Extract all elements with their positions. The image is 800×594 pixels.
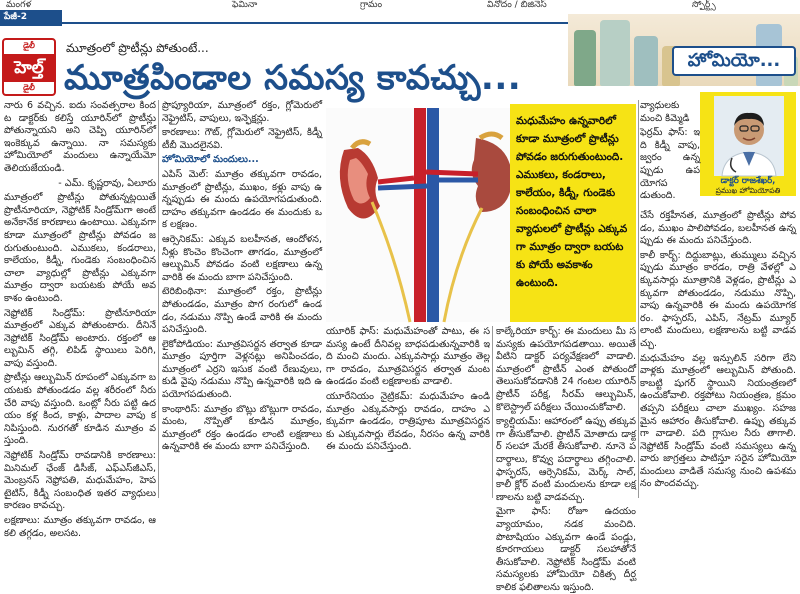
paragraph: ఎపిస్ మెల్: మూత్రం తక్కువగా రావడం, మూత్రంలో ప్రొటీన్లు, ముఖం, కళ్లు వాపు ఉన్నప్పుడు ఈ మందు ఉపయోగపడుతుంది. దాహం తక్కువగా ఉండడం ఈ మందుకు ఒక లక్షణం. [162, 168, 322, 231]
paragraph: క్యాల్షియమ్: ఆహారంలో ఉప్పు తక్కువగా తీసుకోవాలి. ప్రొటీన్ మోతాదు డాక్టర్ సలహా మేరకే తీసుకోవాలి. నూనె పదార్థాలు, కొవ్వు పదార్థాలు తగ్గించాలి. ఫాస్ఫరస్, ఆర్సెనికమ్, మెర్క్ సాల్, కాలీ క్లోర్ వంటి మందులను కూడా లక్షణాలను బట్టి వాడవచ్చు. [496, 416, 636, 503]
paragraph: వ్యాధులకు మంచి కిమ్మెడి [640, 100, 690, 124]
paragraph: కాలీ కార్బ్: దిద్దుబాట్లు, తుమ్ములు వచ్చినప్పుడు మూత్రం కారడం, రాత్రి వేళల్లో ఎక్కువసార్లు మూత్రానికి వెళ్లడం, ప్రొటీన్లు ఎక్కువగా పోతుండడం, నడుము నొప్పి, వాపు ఉన్నవారికి ఈ మందు ఉపయోగకరం. ఫాస్ఫరస్, ఎపిస్, నేట్రమ్ మ్యూర్ లాంటి మందులు, లక్షణాలను బట్టి వాడవచ్చు. [640, 249, 796, 349]
paragraph: యూరిక్ ఫాస్: మధుమేహంతో పాటు, ఈ సమస్య ఉంటే దీనివల్ల బాధపడుతున్నవారికి ఇది మంచి మందు. ఎక్కువసార్లు మూత్రం తెల్లగా రావడం, మూత్రవిసర్జన తర్వాత మంట ఉండడం వంటి లక్షణాలకు వాడాలి. [326, 326, 490, 388]
paragraph: టెరిబింథినా: మూత్రంలో రక్తం, ప్రొటీన్లు పోతుండడం, మూత్రం పొగ రంగులో ఉండడం, నడుము నొప్పి ఉండే వారికి ఈ మందు పనిచేస్తుంది. [162, 286, 322, 336]
kicker: మూత్రంలో ప్రొటీన్లు పోతుంటే... [66, 41, 209, 55]
paragraph: చేసే రక్తహీనత, మూత్రంలో ప్రొటీన్లు పోవడం, ముఖం పాలిపోవడం, బలహీనత ఉన్నప్పుడు ఈ మందు పనిచేస్తుంది. [640, 210, 796, 247]
section-4[interactable]: స్పోర్ట్స్ [692, 0, 716, 10]
paragraph: లక్షణాలు: మూత్రం తక్కువగా రావడం, ఆకలి తగ్గడం, అలసట. [4, 515, 156, 539]
byline: - ఎమ్. కృష్ణరావు, ఏలూరు [58, 177, 156, 189]
paragraph: నెఫ్రోటిక్ సిండ్రోమ్ రావడానికి కారణాలు: మినిమల్ ఛేంజ్ డిసీజ్, ఎఫ్ఎస్‌జీఎస్, మెంబ్రనస్ నెఫ్రోపతి, మధుమేహం, హెపటైటిస్, కిడ్నీ సంబంధిత ఇతర వ్యాధులు కారణం కావచ్చు. [4, 450, 156, 512]
paragraph: ప్రొప్యూరియా, మూత్రంలో రక్తం, గ్లోమెరులో నెఫ్రైటిస్, వాపులు, ఇన్ఫెక్షన్లు. [162, 100, 322, 124]
paragraph: మూత్రంలో ప్రొటీన్లు పోతున్నట్లయితే ప్రొటీనూరియా, నెఫ్రోటిక్ సిండ్రోమ్‌గా అంటే అనేకానేక కారణాలు ఉంటాయి. ఎక్కువగా కూడా మూత్రంలో ప్రొటీన్లు పోవడం జరుగుతుంటుంది. ఎముకలు, కండరాలు, కాలేయం, కిడ్నీ, గుండెకు సంబంధించిన చాలా వ్యాధుల్లో ప్రొటీన్లు ఎక్కువగా మూత్రం ద్వారా బయటకు పోయే అవకాశం ఉంటుంది. [4, 192, 156, 304]
doctor-title: ప్రముఖ హోమియోపతి [715, 186, 781, 195]
paragraph: కాంథారిస్: మూత్రం బొట్లు బొట్లుగా రావడం, మంట, నొప్పితో కూడిన మూత్రం, మూత్రంలో రక్తం ఉండడం లాంటి లక్షణాలు ఉన్నవారికి ఈ మందు బాగా పనిచేస్తుంది. [162, 403, 322, 453]
paragraph: మైగా ఫాస్: రోజూ ఉదయం వ్యాయామం, నడక మంచిది. పొటాషియం ఎక్కువగా ఉండే పండ్లు, కూరగాయలు డాక్టర్ సలహాతోనే తీసుకోవాలి. నెఫ్రోటిక్ సిండ్రోమ్ వంటి సమస్యలకు హోమియో చికిత్స దీర్ఘకాలిక ఫలితాలను ఇస్తుంది. [496, 506, 636, 593]
column-divider [492, 326, 493, 498]
doctor-photo [714, 96, 784, 176]
paragraph: మధుమేహం వల్ల ఇన్సులిన్ సరిగా లేని వాళ్లకు మూత్రంలో ఆల్బుమిన్ పోతుంది. కాబట్టి షుగర్ స్థాయిని నియంత్రణలో ఉంచుకోవాలి. రక్తపోటు నియంత్రణ, క్రమం తప్పని పరీక్షలు చాలా ముఖ్యం. సహజమైన ఆహారం తీసుకోవాలి. ఉప్పు తక్కువగా వాడాలి. పది గ్లాసుల నీరు తాగాలి. నెఫ్రోటిక్ సిండ్రోమ్ వంటి సమస్యలు ఉన్నవారు జాగ్రత్తలు పాటిస్తూ సరైన హోమియో మందులు వాడితే సమస్య నుంచి ఉపశమనం పొందవచ్చు. [640, 352, 796, 490]
column-divider [158, 100, 159, 498]
page-number: పేజీ-2 [4, 12, 27, 22]
article-column-3a [326, 326, 490, 498]
paragraph: యూరేనియం నైట్రికమ్: మధుమేహం ఉండి మూత్రం ఎక్కువసార్లు రావడం, దాహం ఎక్కువగా ఉండడం, రాత్రిపూట మూత్రవిసర్జనకు ఎక్కువసార్లు లేవడం, నీరసం ఉన్న వారికి ఈ మందు పనిచేస్తుంది. [326, 390, 490, 453]
paragraph: కాల్కేరియా కార్బ్: ఈ మందులు మీ సమస్యకు ఉపయోగపడతాయి. అయితే వీటిని డాక్టర్ పర్యవేక్షణలో వాడాలి. మూత్రంలో ప్రొటీన్ ఎంత పోతుందో తెలుసుకోవడానికి 24 గంటల యూరిన్ ప్రొటీన్ పరీక్ష, సీరమ్ ఆల్బుమిన్, కొలెస్ట్రాల్ పరీక్షలు చేయించుకోవాలి. [496, 326, 636, 413]
paragraph: లైకోపోడియం: మూత్రవిసర్జన తర్వాత కూడా మూత్రం పూర్తిగా వెళ్లనట్లు అనిపించడం, మూత్రంలో ఎర్రని ఇసుక వంటి రేణువులు, కుడి వైపు నడుము నొప్పి ఉన్నవారికి ఇది ఉపయోగపడుతుంది. [162, 338, 322, 401]
article-column-1 [4, 100, 156, 539]
logo-daily-bottom: డైలీ [23, 83, 35, 92]
top-left-label: మంగళ [6, 0, 32, 10]
logo-daily-top: డైలీ [23, 41, 35, 50]
headline: మూత్రపిండాల సమస్య కావచ్చు... [64, 58, 522, 98]
article-column-2 [162, 100, 322, 498]
daily-health-logo [2, 38, 56, 96]
section-2[interactable]: గ్రామం [360, 0, 383, 10]
homeo-brand: హోమియో... [672, 46, 796, 76]
doctor-name: డాక్టర్ రాజశేఖర్, [720, 176, 776, 186]
kidney-illustration [326, 108, 526, 322]
article-column-3 [496, 326, 636, 593]
paragraph: ఫెర్రమ్ ఫాస్: ఇది కిడ్నీ వాపు, జ్వరం ఉన్నప్పుడు ఉపయోగపడుతుంది. [640, 127, 700, 202]
column-divider [638, 100, 639, 498]
paragraph: ఆర్సెనికమ్: ఎక్కువ బలహీనత, ఆందోళన, నీళ్లు కొంచెం కొంచెంగా తాగడం, మూత్రంలో ఆల్బుమిన్ పోవడం వంటి లక్షణాలు ఉన్నవారికి ఈ మందు బాగా పనిచేస్తుంది. [162, 233, 322, 283]
paragraph: కారణాలు: గౌట్, గ్లోమెరులో నెఫ్రైటిస్, కిడ్నీ టీబీ మొదలైనవి. [162, 127, 322, 151]
subheading: హోమియోలో మందులు... [162, 154, 259, 166]
article-column-5 [640, 210, 796, 498]
paragraph: నెఫ్రోటిక్ సిండ్రోమ్: ప్రొటీనూరియా మూత్రంలో ఎక్కువ పోతుంటారు. దీనినే నెఫ్రోటిక్ సిండ్రోమ్ అంటారు. రక్తంలో ఆల్బుమిన్ తగ్గి, లిపిడ్ స్థాయిలు పెరిగి, వాపు వస్తుంది. [4, 307, 156, 369]
paragraph: ప్రొటీన్లు ఆల్బుమిన్ రూపంలో ఎక్కువగా బయటకు పోతుండడం వల్ల శరీరంలో నీరు చేరి వాపు వస్తుంది. ఒంట్లో నీరు పట్టి ఉదయం కళ్ల కింద, కాళ్లు, పాదాల వాపు కనిపిస్తుంది. నురగతో కూడిన మూత్రం వస్తుంది. [4, 372, 156, 447]
section-3[interactable]: వినోదం / బిజినెస్ [487, 0, 547, 10]
highlight-box: మధుమేహం ఉన్నవారిలో కూడా మూత్రంలో ప్రొటీన్లు పోవడం జరుగుతుంటుంది. ఎముకలు, కండరాలు, కాలేయం, కిడ్నీ, గుండెకు సంబంధించిన చాలా వ్యాధులలో ప్రొటీన్లు ఎక్కువగా మూత్రం ద్వారా బయటకు పోయే అవకాశం ఉంటుంది. [510, 104, 636, 322]
logo-word: హెల్త్ [4, 54, 54, 82]
section-1[interactable]: ఫెమినా [232, 0, 258, 10]
doctor-card [700, 92, 796, 196]
page-tag [0, 10, 62, 26]
paragraph: నారు 6 వచ్చిన. ఐదు సంవత్సరాల కిందట డాక్టర్‌కు కలిస్తే యూరిన్‌లో ప్రొటీన్లు పోతున్నాయని అని చెప్పి యూరిన్‌లో ఇంకెక్కువ ఉన్నాయి. నా సమస్యకు హోమియోలో మందులు ఉన్నాయేమో తెలియజేయండి. [4, 100, 156, 174]
